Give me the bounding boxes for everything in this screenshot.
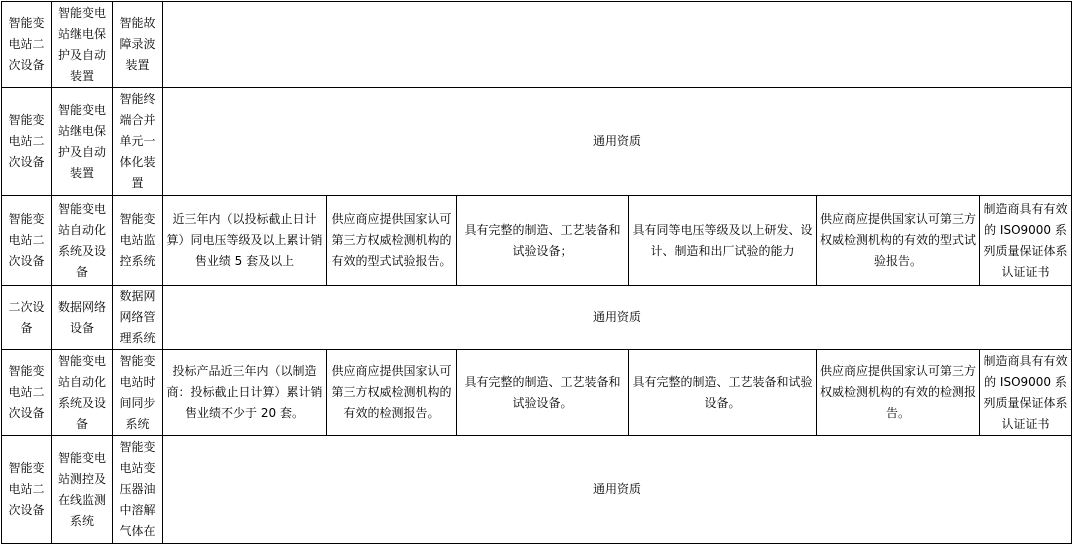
category-cell: 智能变电站二次设备 <box>2 196 52 286</box>
test-report-cell: 供应商应提供国家认可第三方权威检测机构的有效的型式试验报告。 <box>327 196 457 286</box>
subcategory-cell: 智能变电站自动化系统及设备 <box>52 350 113 436</box>
category-cell: 智能变电站二次设备 <box>2 350 52 436</box>
table-row <box>2 88 1072 196</box>
category-cell: 智能变电站二次设备 <box>2 2 52 88</box>
qualification-span-cell: 通用资质 <box>163 436 1072 544</box>
subcategory-cell: 智能变电站测控及在线监测系统 <box>52 436 113 544</box>
item-cell: 智能变电站变压器油中溶解气体在 <box>113 436 163 544</box>
item-cell: 数据网网络管理系统 <box>113 286 163 350</box>
subcategory-cell: 智能变电站继电保护及自动装置 <box>52 88 113 196</box>
certificate-cell: 制造商具有有效的 ISO9000 系列质量保证体系认证证书 <box>980 350 1072 436</box>
category-cell: 智能变电站二次设备 <box>2 436 52 544</box>
subcategory-cell: 智能变电站自动化系统及设备 <box>52 196 113 286</box>
qualification-span-cell: 通用资质 <box>163 88 1072 196</box>
table-row <box>2 2 1072 88</box>
test-report-cell: 供应商应提供国家认可第三方权威检测机构的有效的检测报告。 <box>817 350 980 436</box>
item-cell: 智能变电站时间同步系统 <box>113 350 163 436</box>
certificate-cell: 制造商具有有效的 ISO9000 系列质量保证体系认证证书 <box>980 196 1072 286</box>
equipment-cell: 具有完整的制造、工艺装备和试验设备； <box>457 196 629 286</box>
table-row <box>2 286 1072 350</box>
performance-cell: 近三年内（以投标截止日计算）同电压等级及以上累计销售业绩 5 套及以上 <box>163 196 327 286</box>
table-row <box>2 196 1072 286</box>
subcategory-cell: 数据网络设备 <box>52 286 113 350</box>
subcategory-cell: 智能变电站继电保护及自动装置 <box>52 2 113 88</box>
capability-cell: 具有完整的制造、工艺装备和试验设备。 <box>629 350 817 436</box>
qualification-span-cell <box>163 2 1072 88</box>
item-cell: 智能故障录波装置 <box>113 2 163 88</box>
equipment-cell: 具有完整的制造、工艺装备和试验设备。 <box>457 350 629 436</box>
table-row <box>2 350 1072 436</box>
category-cell: 二次设备 <box>2 286 52 350</box>
performance-cell: 投标产品近三年内（以制造商：投标截止日计算）累计销售业绩不少于 20 套。 <box>163 350 327 436</box>
qualification-span-cell: 通用资质 <box>163 286 1072 350</box>
category-cell: 智能变电站二次设备 <box>2 88 52 196</box>
item-cell: 智能终端合并单元一体化装置 <box>113 88 163 196</box>
capability-cell: 具有同等电压等级及以上研发、设计、制造和出厂试验的能力 <box>629 196 817 286</box>
table-row <box>2 436 1072 544</box>
test-report-cell: 供应商应提供国家认可第三方权威检测机构的有效的型式试验报告。 <box>817 196 980 286</box>
qualification-table <box>1 1 1072 544</box>
test-report-cell: 供应商应提供国家认可第三方权威检测机构的有效的检测报告。 <box>327 350 457 436</box>
item-cell: 智能变电站监控系统 <box>113 196 163 286</box>
